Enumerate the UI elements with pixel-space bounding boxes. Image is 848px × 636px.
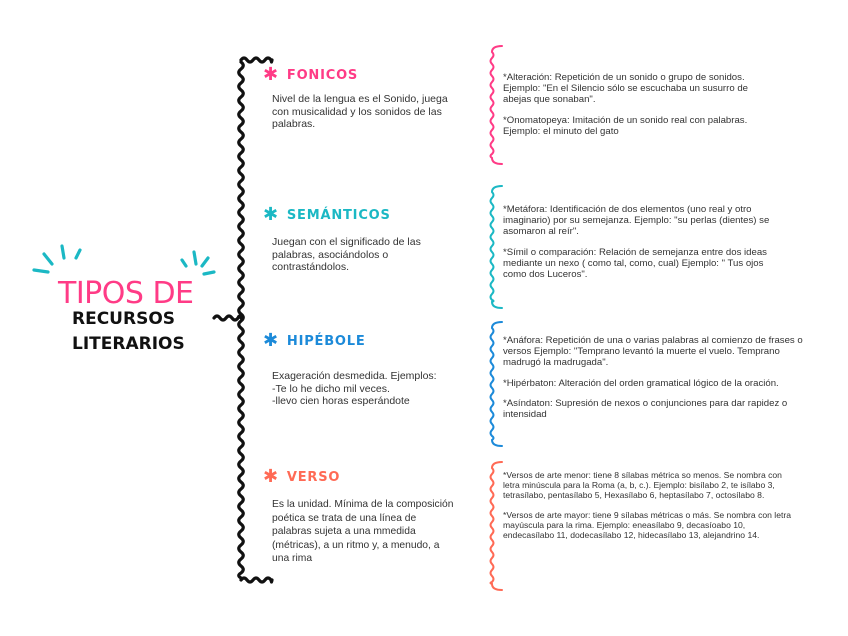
detail-item: *Versos de arte mayor: tiene 9 sílabas métricas o más. Se nombra con letra mayúscula para la rima. Ejemplo: eneasílabo 9, decasíoabo 10, endecasílabo 11, dodecasílabo 12, hidecasílabo 13, alejandrino 14.	[503, 509, 792, 541]
category-hiperbole	[263, 332, 366, 350]
category-description: Exageración desmedida. Ejemplos: -Te lo he dicho mil veces. -llevo cien horas esperándote	[272, 370, 437, 407]
detail-item: *Metáfora: Identificación de dos elementos (uno real y otro imaginario) por su semejanza. Ejemplo: "su perlas (dientes) se asomaron al reír".	[503, 204, 770, 238]
title-line-3: LITERARIOS	[72, 334, 185, 354]
detail-item: *Asíndaton: Supresión de nexos o conjunciones para dar rapidez o intensidad	[503, 397, 788, 421]
detail-list-verso	[503, 470, 793, 549]
detail-item: *Versos de arte menor: tiene 8 sílabas métrica so menos. Se nombra con letra minúscula para la Roma (a, b, c.). Ejemplo: bisílabo 2, te isílabo 3, tetrasílabo, pentasílabo 5, Hexasílabo 6, heptasílabo 7, octosílabo 8.	[503, 470, 782, 501]
category-description: Nivel de la lengua es el Sonido, juega con musicalidad y los sonidos de las palabras.	[272, 93, 448, 130]
category-title: FONICOS	[286, 67, 359, 83]
category-title: HIPÉBOLE	[286, 333, 366, 349]
spark-left-icon	[34, 246, 80, 272]
detail-list-fonicos	[503, 72, 773, 146]
category-title: SEMÁNTICOS	[286, 207, 391, 223]
category-description: Es la unidad. Mínima de la composición poética se trata de una línea de palabras sujeta a una mmedida (métricas), a un ritmo y, a menudo, a una rima	[272, 499, 454, 564]
spark-right-icon	[182, 252, 214, 274]
detail-list-semanticos	[503, 204, 778, 289]
detail-item: *Símil o comparación: Relación de semejanza entre dos ideas mediante un nexo ( como tal, como, cual) Ejemplo: " Tus ojos como dos Luceros".	[503, 246, 767, 281]
category-fonicos	[263, 66, 358, 84]
detail-item: *Anáfora: Repetición de una o varias palabras al comienzo de frases o versos Ejemplo: "Temprano levantó la muerte el vuelo. Temprano madrugó la madrugada".	[503, 335, 803, 369]
title-line-2: RECURSOS	[72, 309, 176, 329]
detail-item: *Hipérbaton: Alteración del orden gramatical lógico de la oración.	[503, 377, 779, 389]
detail-item: *Alteración: Repetición de un sonido o grupo de sonidos. Ejemplo: "En el Silencio sólo se escuchaba un susurro de abejas que sonaban".	[503, 72, 748, 106]
detail-list-hiperbole	[503, 335, 808, 429]
category-semanticos	[263, 206, 391, 224]
asterisk-icon: ✱	[263, 330, 279, 351]
detail-item: *Onomatopeya: Imitación de un sonido real con palabras. Ejemplo: el minuto del gato	[503, 114, 748, 137]
title-line-1: TIPOS DE	[58, 276, 194, 311]
asterisk-icon: ✱	[263, 204, 279, 225]
category-description: Juegan con el significado de las palabras, asociándolos o contrastándolos.	[272, 236, 421, 273]
asterisk-icon: ✱	[263, 64, 279, 85]
asterisk-icon: ✱	[263, 466, 279, 487]
category-title: VERSO	[286, 469, 341, 485]
category-verso	[263, 468, 340, 486]
